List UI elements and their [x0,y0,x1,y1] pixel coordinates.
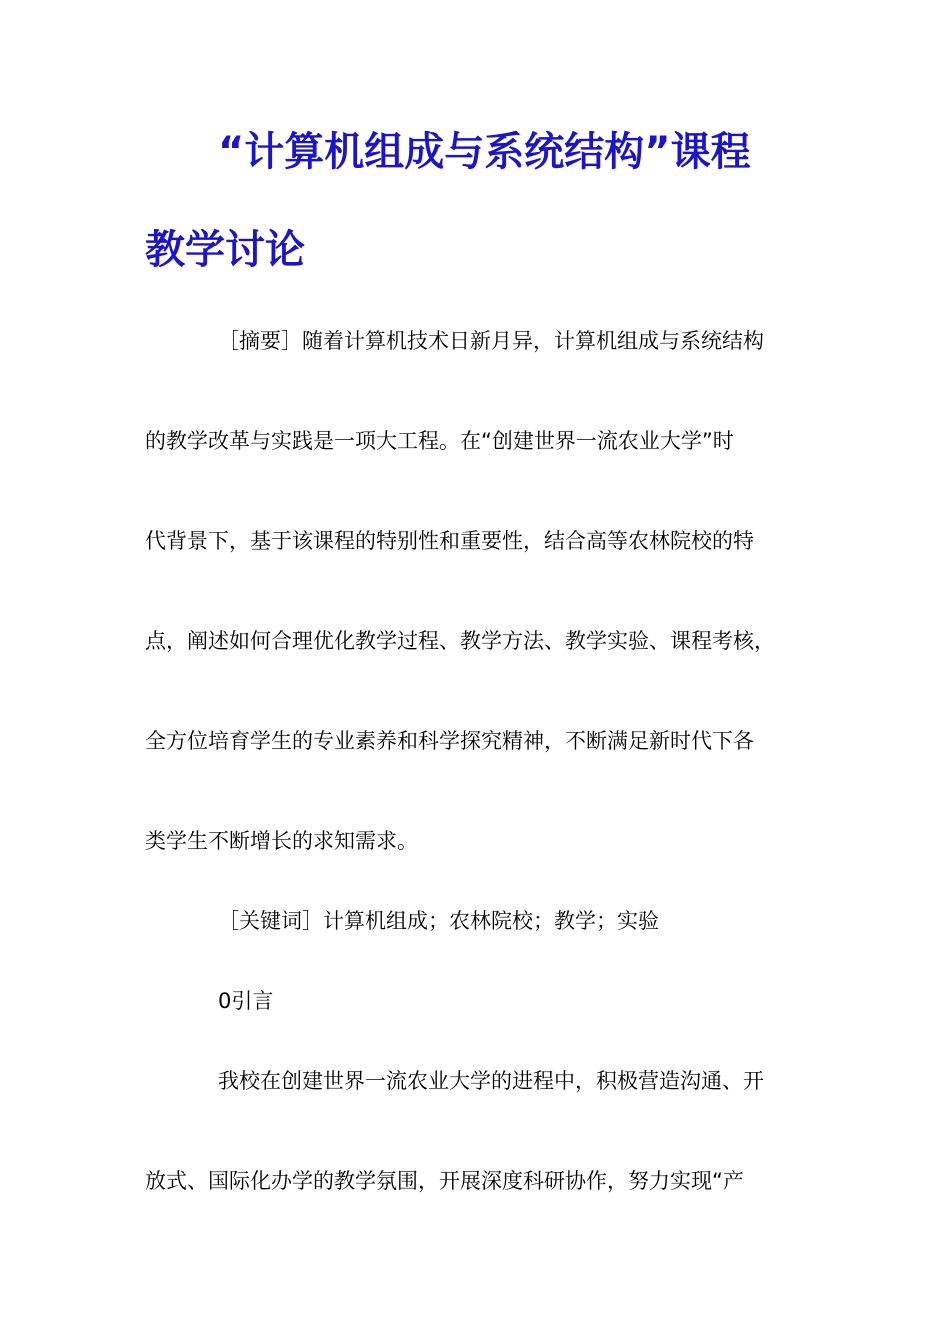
section-heading: 0引言 [218,989,274,1013]
intro-line-2: 放式、国际化办学的教学氛围，开展深度科研协作，努力实现“产 [145,1169,744,1193]
abstract-line-3: 代背景下，基于该课程的特别性和重要性，结合高等农林院校的特 [145,529,754,553]
abstract-line-5: 全方位培育学生的专业素养和科学探究精神，不断满足新时代下各 [145,729,754,753]
keywords-line: ［关键词］计算机组成；农林院校；教学；实验 [218,909,659,933]
document-title-line-2: 教学讨论 [145,227,305,273]
abstract-line-4: 点，阐述如何合理优化教学过程、教学方法、教学实验、课程考核， [145,629,775,653]
abstract-line-2: 的教学改革与实践是一项大工程。在“创建世界一流农业大学”时 [145,429,734,453]
abstract-line-1: ［摘要］随着计算机技术日新月异，计算机组成与系统结构 [218,329,764,353]
intro-line-1: 我校在创建世界一流农业大学的进程中，积极营造沟通、开 [218,1069,764,1093]
abstract-line-6: 类学生不断增长的求知需求。 [145,829,418,853]
document-title-line-1: “计算机组成与系统结构”课程 [218,129,751,175]
